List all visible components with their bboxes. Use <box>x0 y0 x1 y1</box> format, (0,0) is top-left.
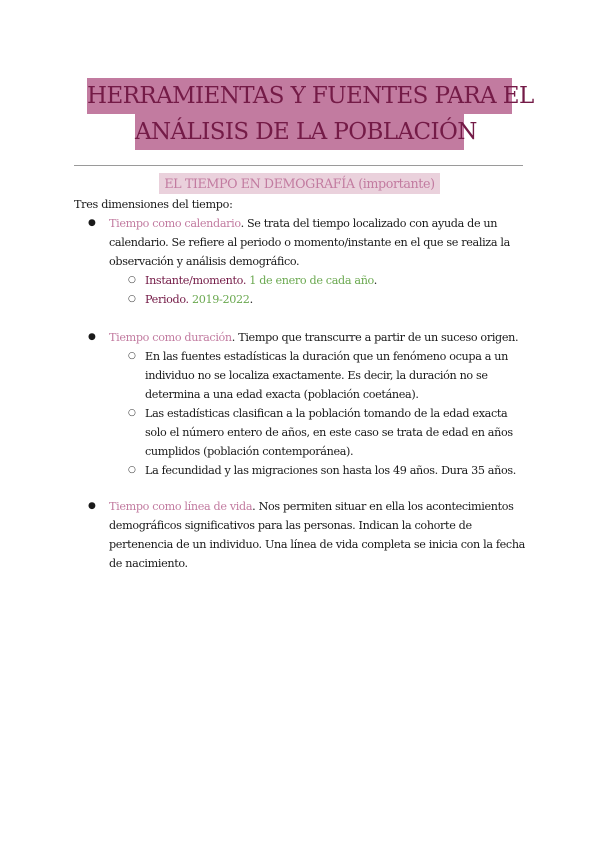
item-line: En las fuentes estadísticas la duración que un fenómeno ocupa a un <box>145 350 508 363</box>
document-title-line-2: ANÁLISIS DE LA POBLACIÓN <box>135 114 464 150</box>
sub-list-item <box>74 271 534 290</box>
horizontal-rule <box>74 165 523 166</box>
sub-label: Periodo. <box>145 293 189 306</box>
document-title-line-1: HERRAMIENTAS Y FUENTES PARA EL <box>87 78 512 114</box>
item-line: La fecundidad y las migraciones son hasta los 49 años. Dura 35 años. <box>145 464 516 477</box>
item-line: solo el número entero de años, en este caso se trata de edad en años <box>145 426 513 439</box>
bullet-icon: ● <box>88 218 96 228</box>
term-label: Tiempo como calendario <box>109 217 241 230</box>
item-text: . Nos permiten situar en ella los acontecimientos <box>252 500 514 513</box>
sub-list-item <box>74 290 534 309</box>
intro-text: Tres dimensiones del tiempo: <box>74 198 233 211</box>
punctuation: . <box>373 274 377 287</box>
item-line <box>145 290 534 309</box>
item-line <box>109 497 534 516</box>
term-label: Tiempo como línea de vida <box>109 500 253 513</box>
item-line: de nacimiento. <box>109 557 188 570</box>
term-label: Tiempo como duración <box>109 331 232 344</box>
bullet-icon: ● <box>88 332 96 342</box>
sub-label: Instante/momento. <box>145 274 247 287</box>
sub-value: 2019-2022 <box>191 293 250 306</box>
sub-list-item <box>74 347 534 404</box>
bullet-icon: ● <box>88 501 96 511</box>
sub-bullet-icon: ○ <box>128 294 136 304</box>
sub-bullet-icon: ○ <box>128 275 136 285</box>
sub-bullet-icon: ○ <box>128 351 136 361</box>
list-item <box>74 497 534 573</box>
item-line: cumplidos (población contemporánea). <box>145 445 354 458</box>
section-subheading: EL TIEMPO EN DEMOGRAFÍA (importante) <box>159 173 440 194</box>
item-line: calendario. Se refiere al periodo o momento/instante en el que se realiza la <box>109 236 510 249</box>
section-calendario <box>74 214 534 309</box>
sub-value: 1 de enero de cada año <box>249 274 374 287</box>
sub-list-item <box>74 461 534 480</box>
item-line: Las estadísticas clasifican a la población tomando de la edad exacta <box>145 407 508 420</box>
item-line: determina a una edad exacta (población coetánea). <box>145 388 419 401</box>
item-line: pertenencia de un individuo. Una línea de vida completa se inicia con la fecha <box>109 538 525 551</box>
sub-bullet-icon: ○ <box>128 465 136 475</box>
item-line: demográficos significativos para las personas. Indican la cohorte de <box>109 519 472 532</box>
punctuation: . <box>249 293 253 306</box>
sub-list-item <box>74 404 534 461</box>
list-item <box>74 214 534 271</box>
section-linea-de-vida <box>74 497 534 573</box>
item-line: individuo no se localiza exactamente. Es decir, la duración no se <box>145 369 488 382</box>
item-line <box>145 271 534 290</box>
section-duracion <box>74 328 534 480</box>
item-text: . Se trata del tiempo localizado con ayuda de un <box>240 217 498 230</box>
list-item <box>74 328 534 347</box>
item-line: observación y análisis demográfico. <box>109 255 300 268</box>
item-line <box>109 214 534 233</box>
item-text: . Tiempo que transcurre a partir de un suceso origen. <box>231 331 519 344</box>
item-line <box>109 328 534 347</box>
sub-bullet-icon: ○ <box>128 408 136 418</box>
